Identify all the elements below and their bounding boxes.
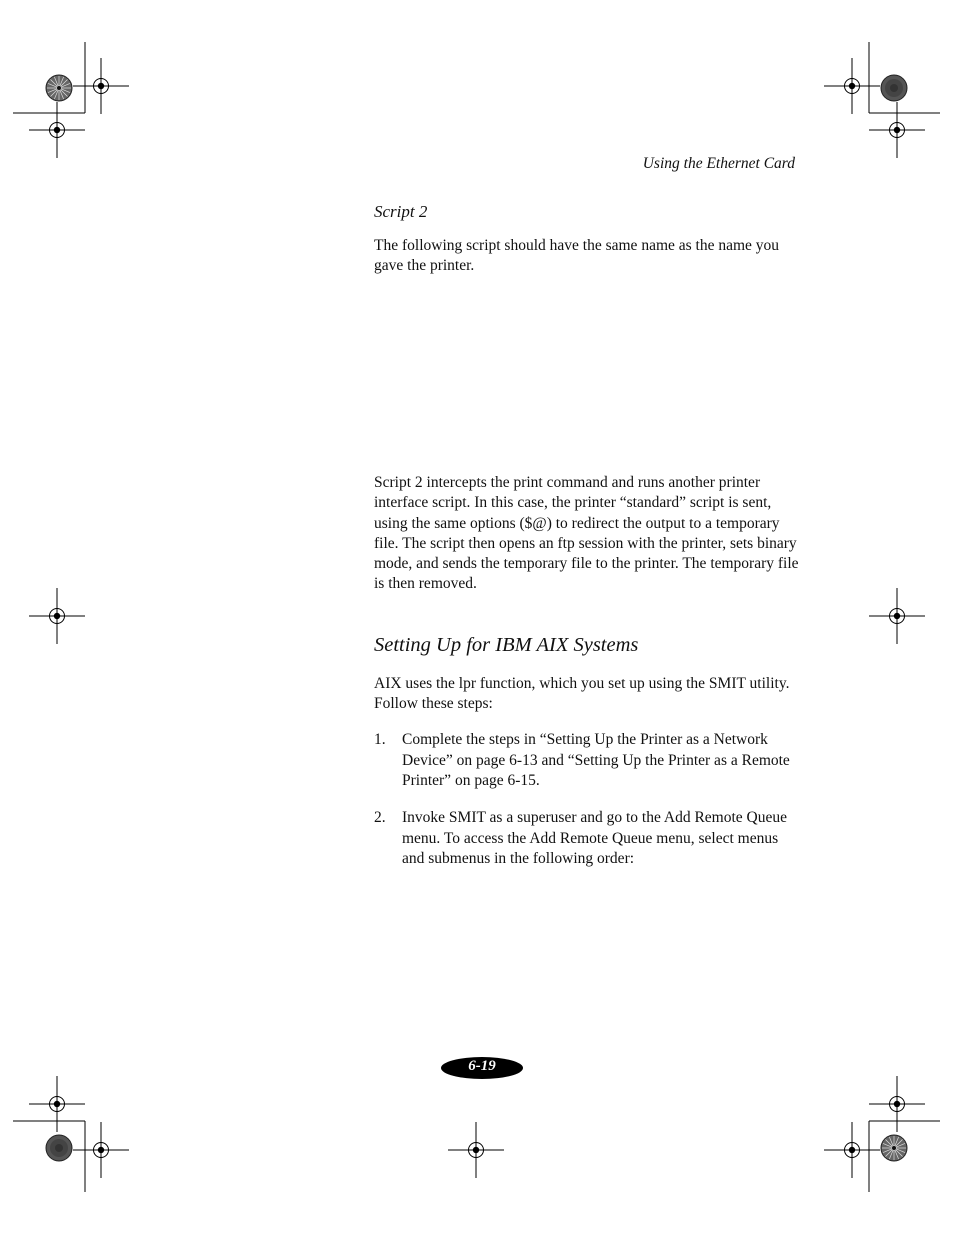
step-number: 1. [374,731,386,748]
list-item [374,730,804,792]
list-item [374,808,804,870]
page-number: 6-19 [468,1058,496,1074]
section-heading-script-2: Script 2 [374,202,428,221]
section-heading-ibm-aix: Setting Up for IBM AIX Systems [374,634,639,656]
aix-intro-paragraph: AIX uses the lpr function, which you set up using the SMIT utility. Follow these steps: [374,675,790,713]
script2-intro-paragraph: The following script should have the same name as the name you gave the printer. [374,237,780,275]
step-text: Invoke SMIT as a superuser and go to the Add Remote Queue menu. To access the Add Remote Queue menu, select menus and submenus in the following order: [402,809,787,867]
step-text: Complete the steps in “Setting Up the Printer as a Network Device” on page 6-13 and “Setting Up the Printer as a Remote Printer” on page 6-15. [402,731,790,789]
step-number: 2. [374,809,386,826]
running-header: Using the Ethernet Card [642,155,795,172]
page-number-badge [441,1056,523,1080]
script2-description-paragraph: Script 2 intercepts the print command and runs another printer interface script. In this case, the printer “standard” script is sent, using the same options ($@) to redirect the output to a temporary file. The script then opens an ftp session with the printer, sets binary mode, and sends the temporary file to the printer. The temporary file is then removed. [374,474,799,593]
